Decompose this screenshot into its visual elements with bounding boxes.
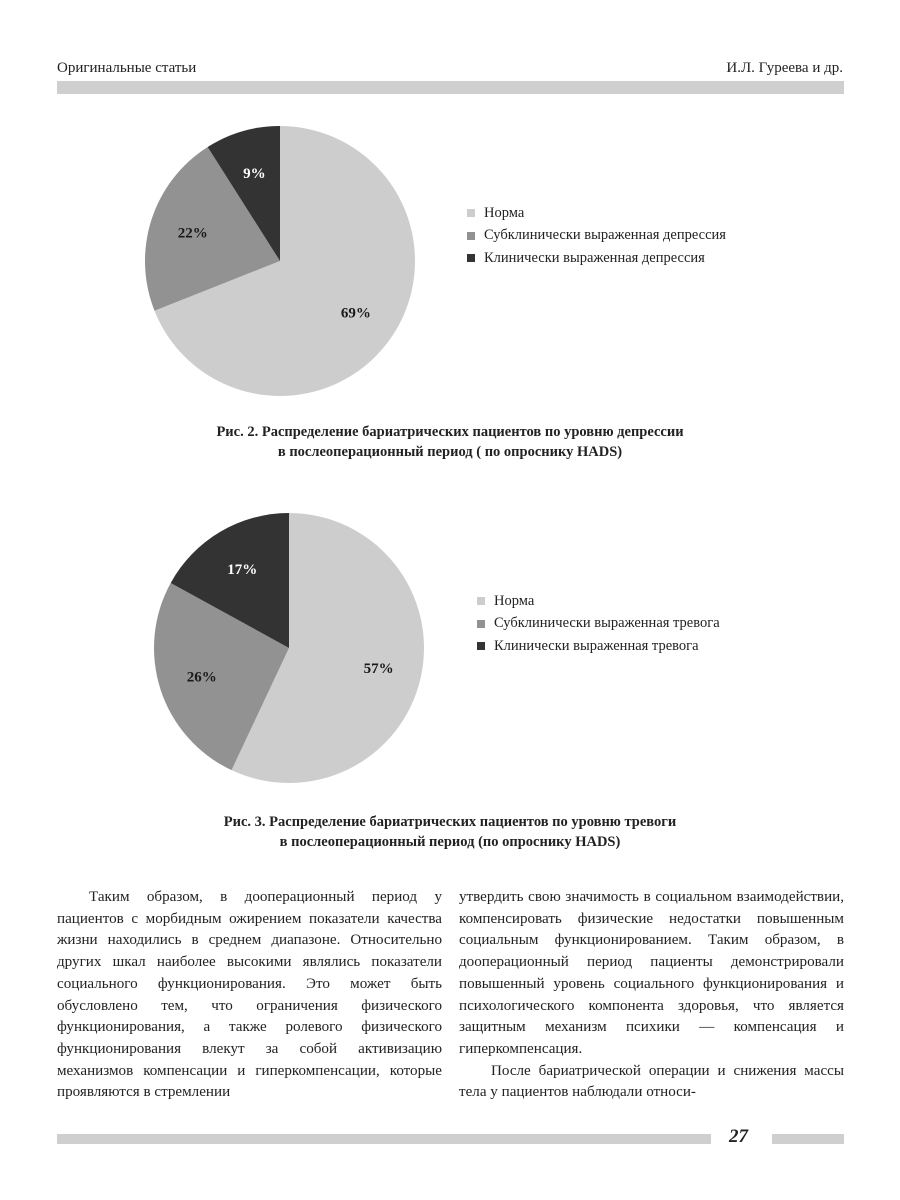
figure-3-caption-line-2: в послеоперационный период (по опроснику HADS) [279, 834, 621, 850]
pie-data-label: 57% [363, 661, 394, 677]
figure-3 [0, 506, 900, 796]
legend-swatch [467, 209, 475, 217]
paragraph-continued: утвердить свою значимость в социальном взаимодействии, компенсировать физические недостатки повышенным социальным функционированием. Таким образом, в дооперационный период пациенты демонстрировали повышенный уровень социального функционирования и психологического компонента здоровья, что является защитным механизм психики — компенсация и гиперкомпенсация. [459, 889, 844, 1057]
legend-swatch [477, 620, 485, 628]
legend-swatch [477, 597, 485, 605]
pie-data-label: 22% [177, 225, 208, 242]
page-number: 27 [729, 1126, 748, 1147]
legend-depression [467, 202, 726, 270]
legend-item [467, 225, 726, 248]
footer-bar [57, 1134, 711, 1144]
article-body [57, 887, 844, 1104]
pie-chart-depression [143, 124, 417, 398]
legend-item [467, 247, 726, 270]
legend-item [467, 202, 726, 225]
legend-anxiety [477, 590, 720, 658]
legend-item [477, 613, 720, 636]
figure-3-caption-line-1: Рис. 3. Распределение бариатрических пациентов по уровню тревоги [223, 814, 677, 830]
footer-bar-right [772, 1134, 844, 1144]
figure-2 [0, 118, 900, 418]
pie-data-label: 26% [186, 669, 217, 686]
legend-swatch [467, 254, 475, 262]
paragraph: Таким образом, в дооперационный период у пациентов с морбидным ожирением показатели качества жизни находились в среднем диапазоне. Относительно других шкал наиболее высокими являлись показатели социального функционирования. Это может быть обусловлено тем, что ограничения физического функционирования, а также ролевого физического функционирования влекут за собой активизацию механизмов компенсации и гиперкомпенсации, которые проявляются в стремлении [57, 889, 442, 1101]
legend-item [477, 635, 720, 658]
running-header-section: Оригинальные статьи [57, 60, 197, 76]
header-bar [57, 81, 844, 94]
running-header-authors: И.Л. Гуреева и др. [726, 60, 843, 76]
pie-data-label: 9% [243, 165, 266, 182]
figure-2-caption-line-2: в послеоперационный период ( по опроснику HADS) [277, 444, 623, 460]
figure-3-caption [0, 812, 900, 852]
paragraph: После бариатрической операции и снижения массы тела у пациентов наблюдали относи- [459, 1062, 844, 1101]
column-right [459, 887, 844, 1104]
legend-label: Клинически выраженная депрессия [484, 249, 705, 266]
legend-label: Клинически выраженная тревога [494, 637, 699, 654]
pie-data-label: 69% [340, 305, 371, 322]
figure-2-caption [0, 422, 900, 462]
legend-label: Субклинически выраженная депрессия [484, 227, 726, 244]
legend-swatch [467, 232, 475, 240]
legend-item [477, 590, 720, 613]
legend-label: Норма [484, 204, 525, 221]
legend-label: Субклинически выраженная тревога [494, 615, 720, 632]
column-left [57, 887, 442, 1104]
legend-label: Норма [494, 592, 535, 609]
figure-2-caption-line-1: Рис. 2. Распределение бариатрических пациентов по уровню депрессии [216, 424, 684, 440]
legend-swatch [477, 642, 485, 650]
pie-data-label: 17% [227, 562, 258, 578]
pie-chart-anxiety [152, 511, 426, 785]
